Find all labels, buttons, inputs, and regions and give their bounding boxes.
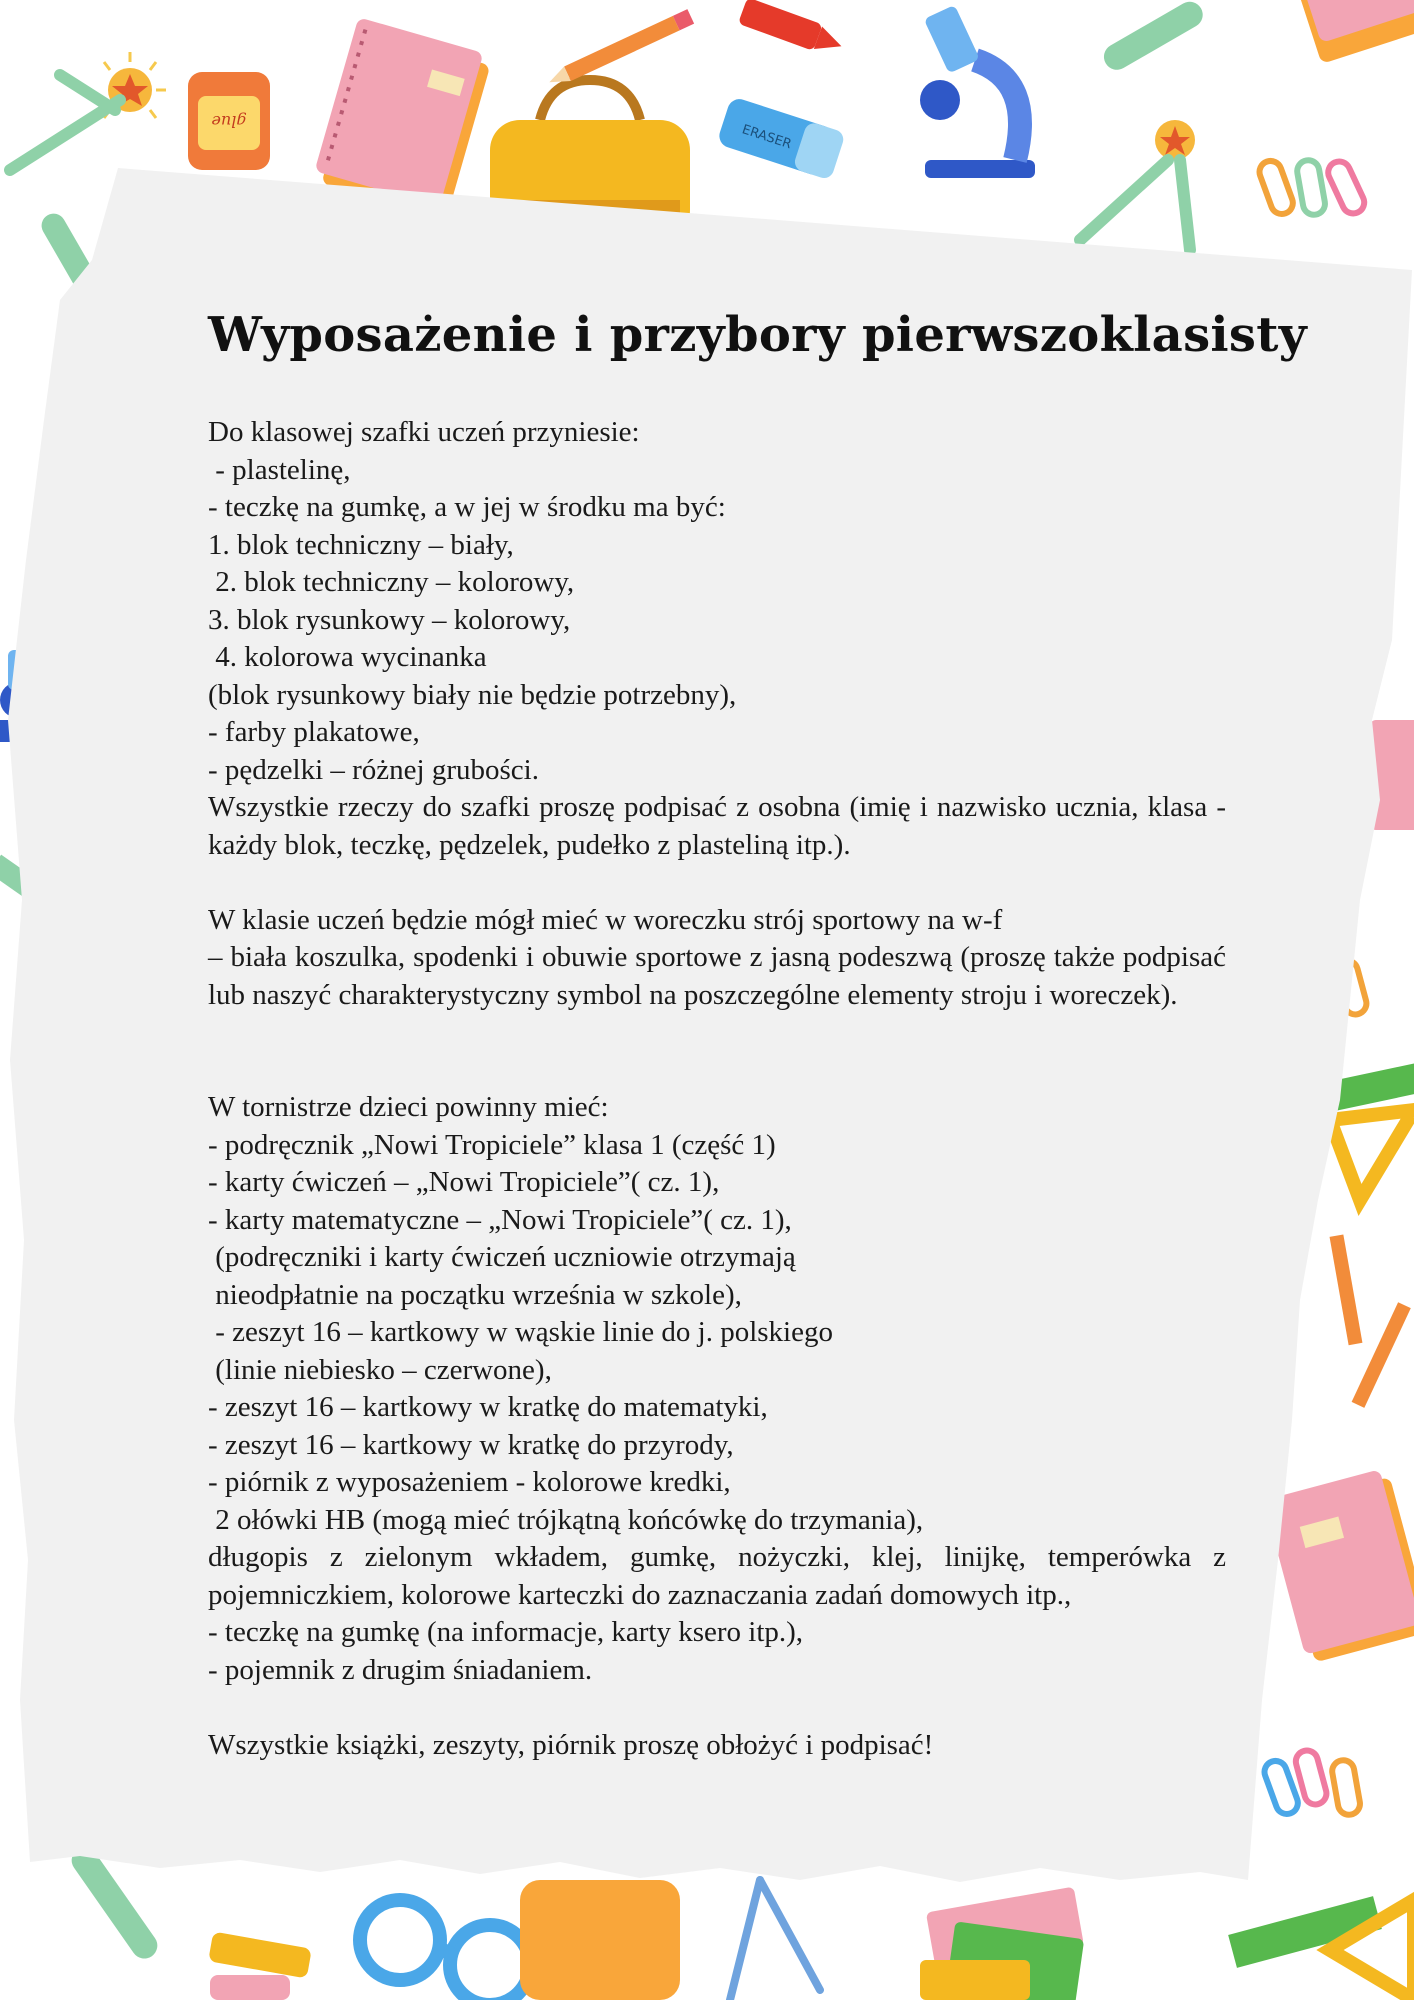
list-item: (podręczniki i karty ćwiczeń uczniowie otrzymają	[208, 1241, 796, 1273]
page-title: Wyposażenie i przybory pierwszoklasisty	[208, 307, 1307, 363]
list-item: nieodpłatnie na początku września w szkole),	[208, 1278, 742, 1311]
closing-note: Wszystkie książki, zeszyty, piórnik proszę obłożyć i podpisać!	[208, 1728, 934, 1761]
eraser-label: ERASER	[740, 122, 794, 153]
list-item: - piórnik z wyposażeniem - kolorowe kredki,	[208, 1466, 731, 1498]
list-item: 2. blok techniczny – kolorowy,	[208, 566, 575, 598]
list-item: 2 ołówki HB (mogą mieć trójkątną końcówkę do trzymania),	[208, 1503, 924, 1536]
list-item: (linie niebiesko – czerwone),	[208, 1353, 552, 1386]
supplies-paragraph: długopis z zielonym wkładem, gumkę, nożyczki, klej, linijkę, temperówka z pojemniczkiem, kolorowe karteczki do zaznaczania zadań domowych itp.,	[208, 1541, 1226, 1611]
list-item: - teczkę na gumkę (na informacje, karty ksero itp.),	[208, 1616, 804, 1648]
sport-section	[208, 902, 1226, 1015]
list-item: - zeszyt 16 – kartkowy w kratkę do przyrody,	[208, 1428, 734, 1461]
list-item: (blok rysunkowy biały nie będzie potrzebny),	[208, 678, 737, 711]
list-item: 1. blok techniczny – biały,	[208, 528, 514, 561]
list-item: - pędzelki – różnej grubości.	[208, 753, 539, 786]
list-item: - plastelinę,	[208, 453, 351, 486]
list-item: - karty ćwiczeń – „Nowi Tropiciele”( cz. 1),	[208, 1166, 720, 1198]
locker-note: Wszystkie rzeczy do szafki proszę podpisać z osobna (imię i nazwisko ucznia, klasa - każdy blok, teczkę, pędzelek, pudełko z plasteliną itp.).	[208, 791, 1226, 861]
text-line: W tornistrze dzieci powinny mieć:	[208, 1091, 609, 1123]
list-item: - zeszyt 16 – kartkowy w wąskie linie do j. polskiego	[208, 1316, 833, 1348]
list-item: 4. kolorowa wycinanka	[208, 641, 487, 673]
sport-intro: W klasie uczeń będzie mógł mieć w woreczku strój sportowy na w-f	[208, 903, 1003, 936]
locker-section	[208, 414, 1226, 864]
list-item: - zeszyt 16 – kartkowy w kratkę do matematyki,	[208, 1391, 768, 1423]
list-item: - karty matematyczne – „Nowi Tropiciele”( cz. 1),	[208, 1203, 792, 1236]
list-item: - farby plakatowe,	[208, 716, 420, 748]
glue-label: glue	[211, 112, 247, 131]
backpack-section	[208, 1089, 1226, 1689]
list-item: 3. blok rysunkowy – kolorowy,	[208, 603, 571, 636]
list-item: - pojemnik z drugim śniadaniem.	[208, 1653, 593, 1686]
list-item: - teczkę na gumkę, a w jej w środku ma być:	[208, 491, 726, 523]
document-body	[208, 300, 1307, 1764]
text-line: Do klasowej szafki uczeń przyniesie:	[208, 416, 640, 448]
list-item: - podręcznik „Nowi Tropiciele” klasa 1 (część 1)	[208, 1128, 776, 1161]
sport-details: – biała koszulka, spodenki i obuwie sportowe z jasną podeszwą (proszę także podpisać lub naszyć charakterystyczny symbol na poszczególne elementy stroju i woreczek).	[208, 941, 1226, 1011]
